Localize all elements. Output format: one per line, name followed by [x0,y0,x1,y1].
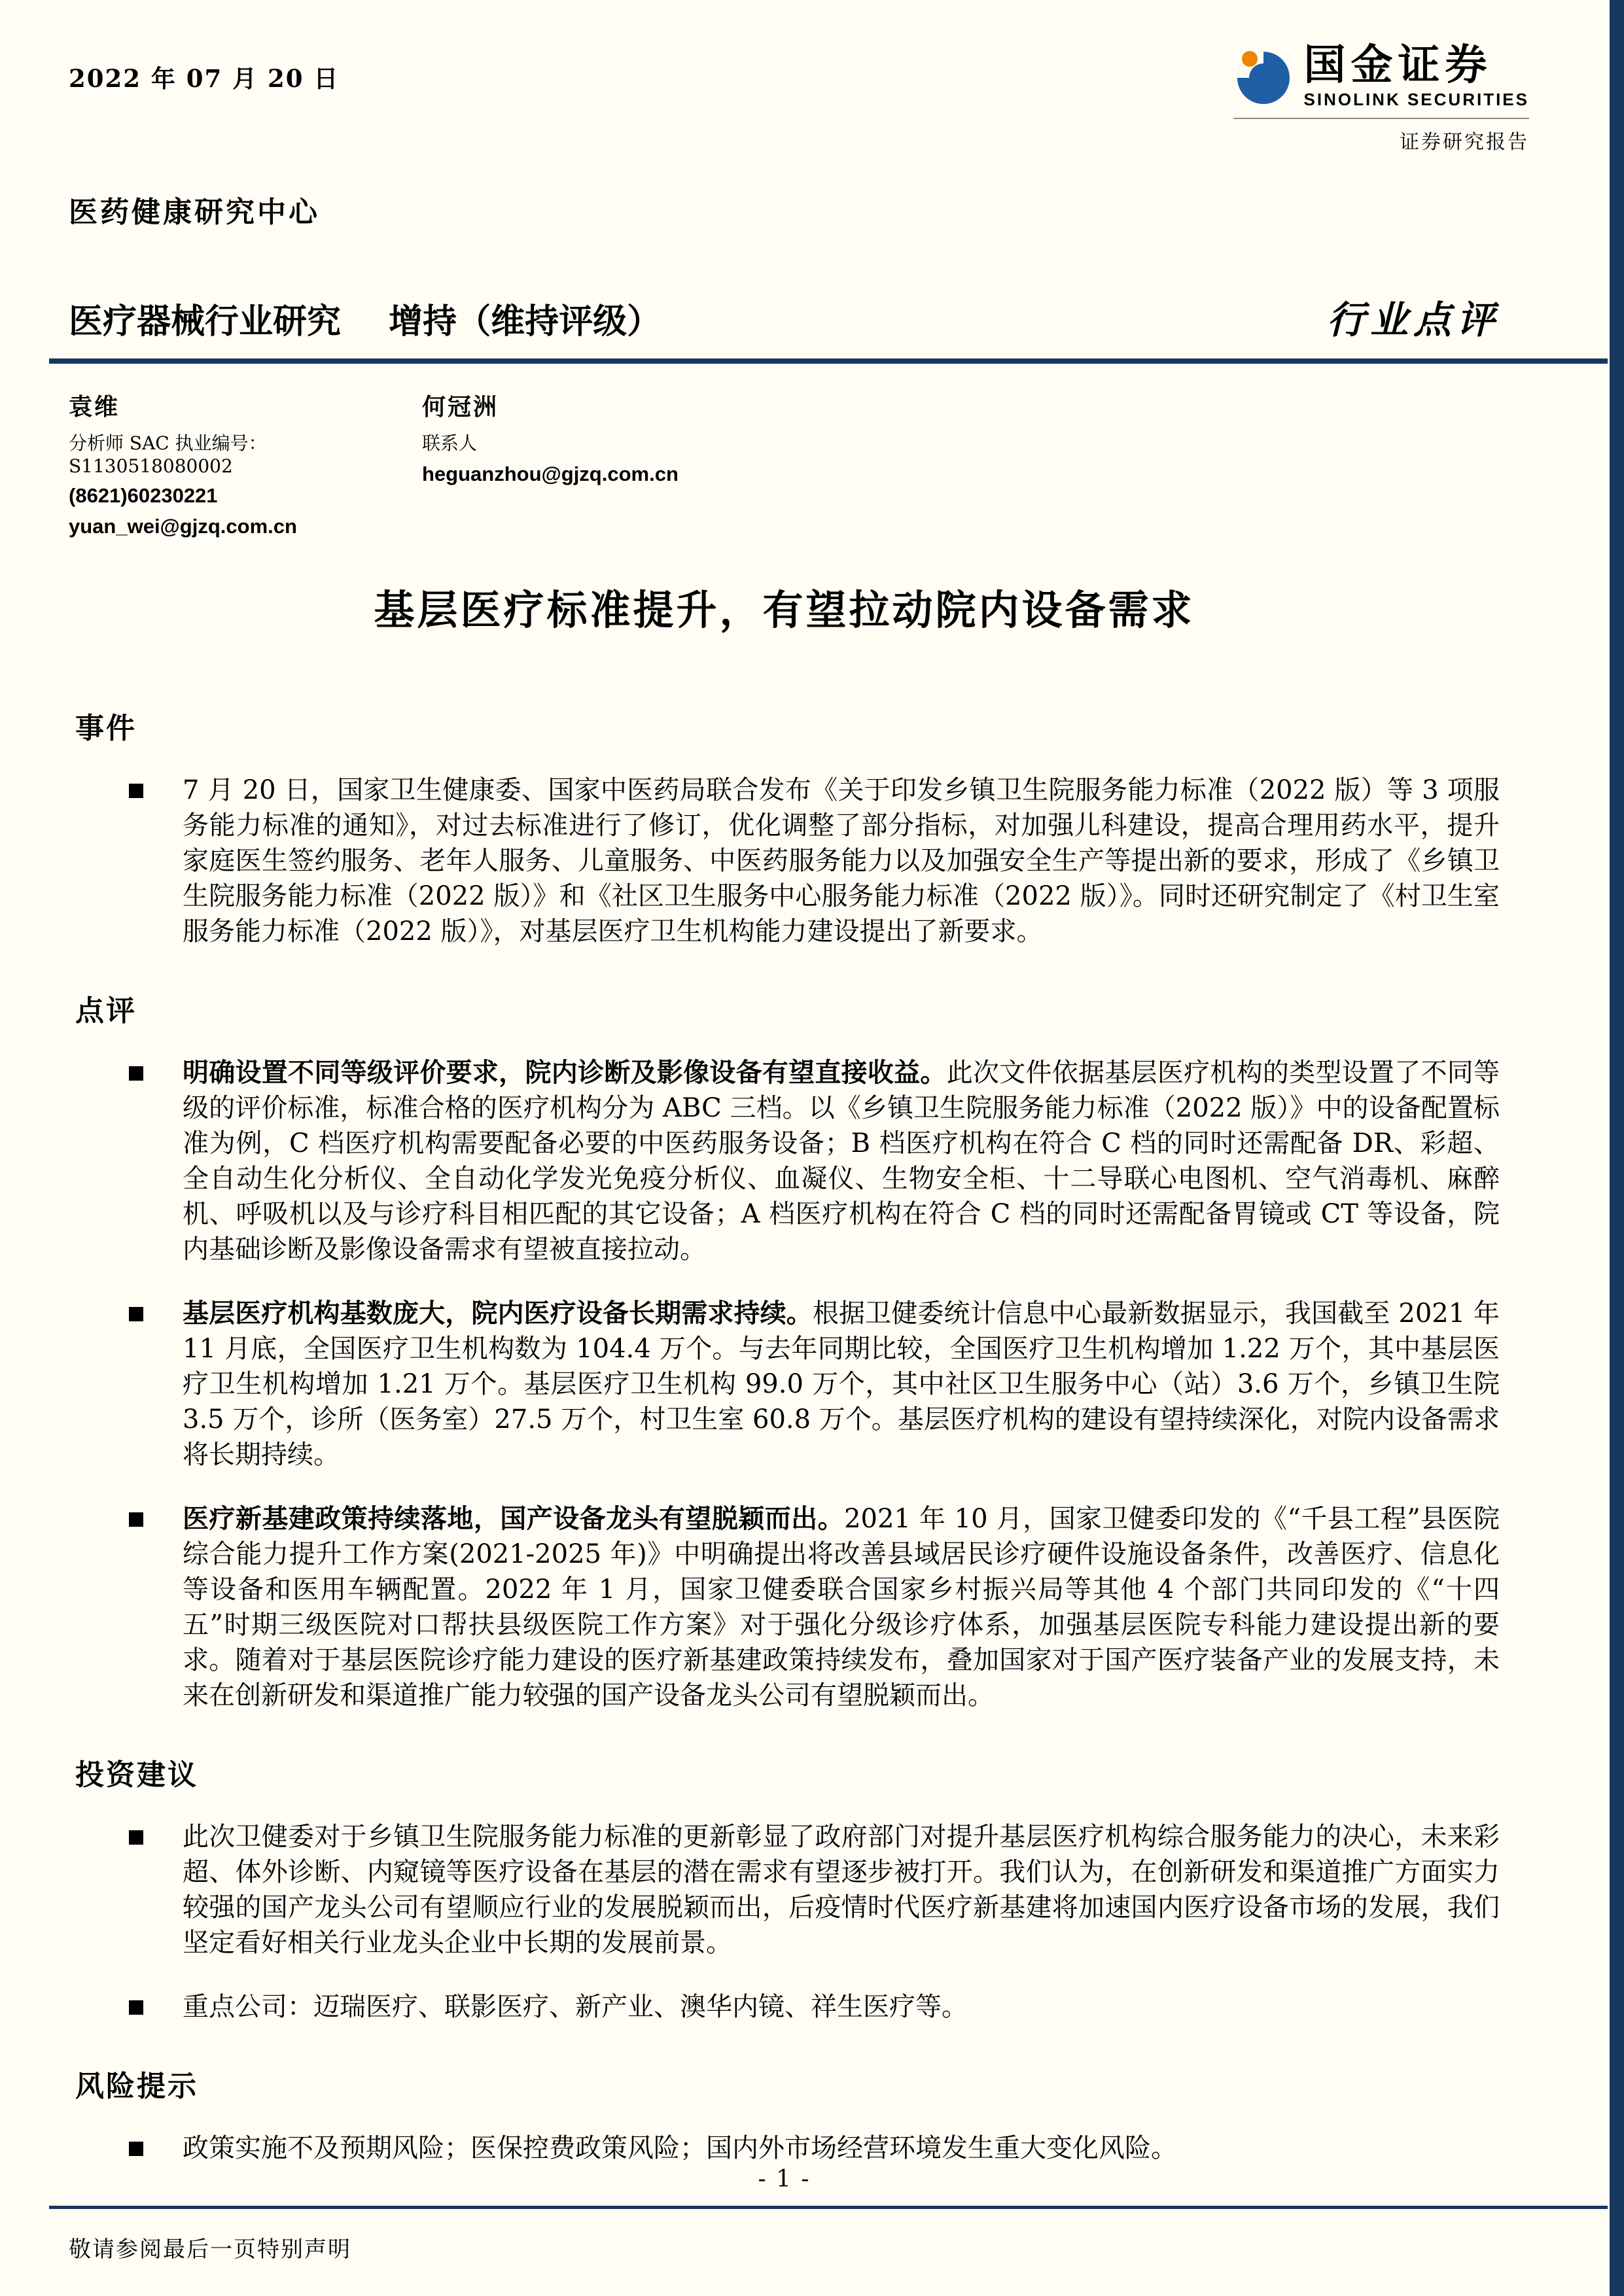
contact-role: 联系人 [422,432,478,455]
bullet-square-icon [129,2142,143,2156]
section-heading-advice: 投资建议 [75,1758,198,1792]
contact-name: 何冠洲 [422,393,499,421]
bullet-square-icon [129,1066,143,1081]
brand-names [1304,43,1529,110]
contact-email-link[interactable]: heguanzhou@gjzq.com.cn [422,462,679,486]
bullet-text: 此次卫健委对于乡镇卫生院服务能力标准的更新彰显了政府部门对提升基层医疗机构综合服务能力的决心，未来彩超、体外诊断、内窥镜等医疗设备在基层的潜在需求有望逐步被打开。我们认为，在创新研发和渠道推广方面实力较强的国产龙头公司有望顺应行业的发展脱颖而出，后疫情时代医疗新基建将加速国内医疗设备市场的发展，我们坚定看好相关行业龙头企业中长期的发展前景。 [183,1822,1500,1958]
section-event [75,704,1500,949]
section-heading-event: 事件 [75,712,137,746]
bullet-text: 基层医疗机构基数庞大，院内医疗设备长期需求持续。根据卫健委统计信息中心最新数据显示，我国截至 2021 年 11 月底，全国医疗卫生机构数为 104.4 万个。与去年同期比较，全国医疗卫生机构增加 1.22 万个，其中基层医疗卫生机构增加 1.21 万个。基层医疗卫生机构 99.0 万个，其中社区卫生服务中心（站）3.6 万个，乡镇卫生院 3.5 万个，诊所（医务室）27.5 万个，村卫生室 60.8 万个。基层医疗机构的建设有望持续深化，对院内设备需求将长期持续。 [183,1298,1500,1470]
sinolink-logo-icon [1233,46,1294,107]
bullet-item [75,2131,1500,2166]
section-comments [75,987,1500,1713]
top-row [69,41,1529,154]
page-footer [69,2166,1500,2263]
research-center-name: 医药健康研究中心 [69,196,320,230]
bullet-text: 重点公司：迈瑞医疗、联影医疗、新产业、澳华内镜、祥生医疗等。 [183,1992,968,2023]
bullet-square-icon [129,1512,143,1527]
report-header-row [69,289,1500,344]
analyst-phone: (8621)60230221 [69,484,218,508]
bullet-square-icon [129,784,143,798]
bullet-text: 明确设置不同等级评价要求，院内诊断及影像设备有望直接收益。此次文件依据基层医疗机构的类型设置了不同等级的评价标准，标准合格的医疗机构分为 ABC 三档。以《乡镇卫生院服务能力标准（2022 版）》中的设备配置标准为例，C 档医疗机构需要配备必要的中医药服务设备；B 档医疗机构在符合 C 档的同时还需配备 DR、彩超、全自动生化分析仪、全自动化学发光免疫分析仪、血凝仪、生物安全柜、十二导联心电图机、空气消毒机、麻醉机、呼吸机以及与诊疗科目相匹配的其它设备；A 档医疗机构在符合 C 档的同时还需配备胃镜或 CT 等设备，院内基础诊断及影像设备需求有望被直接拉动。 [183,1057,1500,1265]
report-title: 基层医疗标准提升，有望拉动院内设备需求 [374,586,1195,635]
industry-header [69,294,661,343]
bullet-item [75,773,1500,949]
report-date: 2022 年 07 月 20 日 [69,64,340,93]
footer-disclaimer: 敬请参阅最后一页特别声明 [69,2236,351,2263]
analyst-block [69,389,1500,538]
report-type-label: 证券研究报告 [1233,118,1529,154]
bullet-item [75,1055,1500,1267]
bullet-square-icon [129,2000,143,2015]
section-risk [75,2062,1500,2166]
brand-name-cn: 国金证券 [1303,41,1492,90]
bullet-item [75,1501,1500,1713]
analyst-contact [422,389,679,538]
analyst-email-link[interactable]: yuan_wei@gjzq.com.cn [69,515,297,538]
bullet-square-icon [129,1307,143,1321]
section-heading-comments: 点评 [75,994,137,1028]
bullet-text: 政策实施不及预期风险；医保控费政策风险；国内外市场经营环境发生重大变化风险。 [183,2133,1177,2164]
section-investment-advice [75,1751,1500,2025]
section-heading-risk: 风险提示 [75,2070,198,2104]
bullet-text: 7 月 20 日，国家卫生健康委、国家中医药局联合发布《关于印发乡镇卫生院服务能力标准（2022 版）等 3 项服务能力标准的通知》，对过去标准进行了修订，优化调整了部分指标，对加强儿科建设，提高合理用药水平，提升家庭医生签约服务、老年人服务、儿童服务、中医药服务能力以及加强安全生产等提出新的要求，形成了《乡镇卫生院服务能力标准（2022 版）》和《社区卫生服务中心服务能力标准（2022 版）》。同时还研究制定了《村卫生室服务能力标准（2022 版）》，对基层医疗卫生机构能力建设提出了新要求。 [183,775,1500,947]
brand-name-en: SINOLINK SECURITIES [1303,90,1529,110]
bullet-item [75,1296,1500,1472]
bullet-item [75,1989,1500,2025]
brand-main [1233,43,1529,110]
bullet-text: 医疗新基建政策持续落地，国产设备龙头有望脱颖而出。2021 年 10 月，国家卫健委印发的《“千县工程”县医院综合能力提升工作方案(2021-2025 年)》中明确提出将改善县域居民诊疗硬件设施设备条件，改善医疗、信息化等设备和医用车辆配置。2022 年 1 月，国家卫健委联合国家乡村振兴局等其他 4 个部门共同印发的《“十四五”时期三级医院对口帮扶县级医院工作方案》对于强化分级诊疗体系，加强基层医院专科能力建设提出新的要求。随着对于基层医院诊疗能力建设的医疗新基建政策持续发布，叠加国家对于国产医疗装备产业的发展支持，未来在创新研发和渠道推广能力较强的国产设备龙头公司有望脱颖而出。 [183,1503,1500,1711]
report-category-label: 行业点评 [1326,298,1500,343]
bullet-item [75,1819,1500,1960]
industry-title: 医疗器械行业研究 [69,302,342,342]
right-edge-accent-bar [1610,0,1624,2296]
footer-divider-rule [49,2206,1608,2209]
page-number: - 1 - [758,2166,811,2193]
analyst-primary [69,389,422,538]
analyst-name: 袁维 [69,393,120,421]
rating-label: 增持（维持评级） [389,302,662,342]
header-divider-rule [49,358,1608,364]
analyst-cert: 分析师 SAC 执业编号：S1130518080002 [69,432,267,478]
bullet-square-icon [129,1830,143,1845]
brand-block [1233,43,1529,154]
